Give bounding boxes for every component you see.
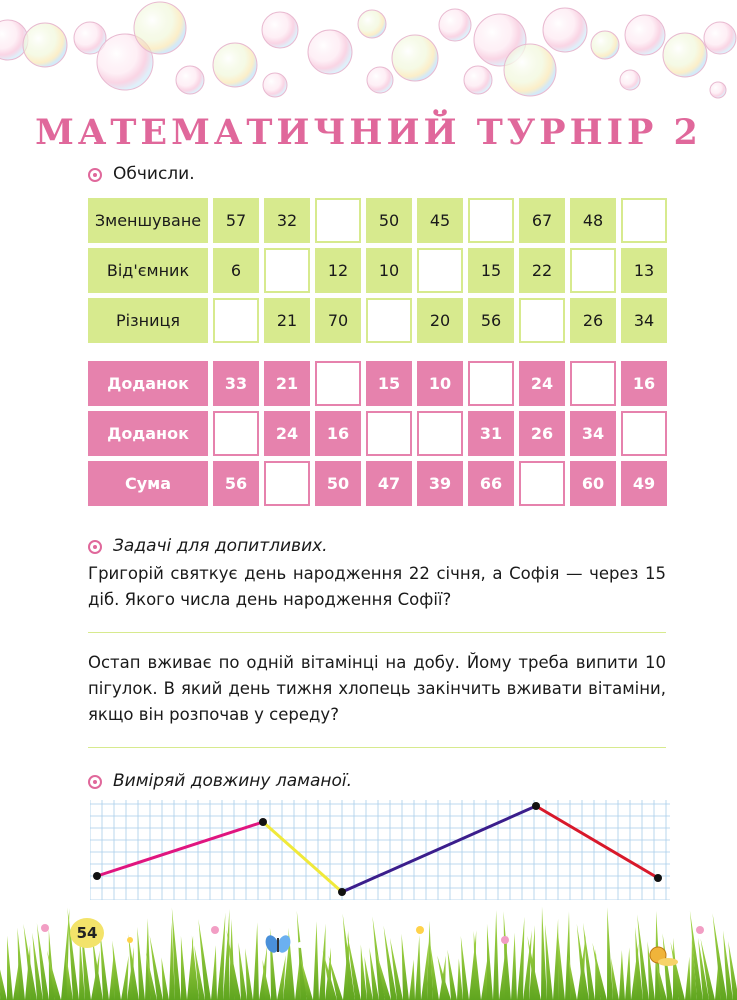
answer-cell[interactable] [519, 461, 565, 506]
value-cell: 16 [621, 361, 667, 406]
grass-decoration [0, 900, 737, 1000]
value-cell: 21 [264, 298, 310, 343]
value-cell: 66 [468, 461, 514, 506]
value-cell: 56 [213, 461, 259, 506]
answer-cell[interactable] [264, 461, 310, 506]
answer-cell[interactable] [570, 248, 616, 293]
value-cell: 10 [366, 248, 412, 293]
polyline-vertex [259, 818, 267, 826]
value-cell: 24 [519, 361, 565, 406]
value-cell: 13 [621, 248, 667, 293]
value-cell: 6 [213, 248, 259, 293]
value-cell: 15 [468, 248, 514, 293]
value-cell: 33 [213, 361, 259, 406]
answer-cell[interactable] [264, 248, 310, 293]
answer-cell[interactable] [621, 411, 667, 456]
row-label: Сума [88, 461, 208, 506]
value-cell: 24 [264, 411, 310, 456]
value-cell: 67 [519, 198, 565, 243]
answer-cell[interactable] [366, 298, 412, 343]
section3-heading: Виміряй довжину ламаної. [113, 771, 353, 791]
answer-cell[interactable] [315, 198, 361, 243]
bullet-icon [88, 168, 102, 182]
value-cell: 26 [519, 411, 565, 456]
polyline-vertex [93, 872, 101, 880]
answer-cell[interactable] [621, 198, 667, 243]
problem-1-text: Григорій святкує день народження 22 січня, а Софія — через 15 діб. Якого числа день народження Софії? [88, 564, 666, 609]
problem-2-text: Остап вживає по одній вітамінці на добу. Йому треба випити 10 пігулок. В який день тижня хлопець закінчить вживати вітаміни, якщо він розпочав у середу? [88, 653, 666, 724]
answer-cell[interactable] [315, 361, 361, 406]
value-cell: 56 [468, 298, 514, 343]
answer-cell[interactable] [519, 298, 565, 343]
section1-heading: Обчисли. [113, 164, 195, 184]
section2-heading: Задачі для допитливих. [113, 536, 328, 556]
value-cell: 48 [570, 198, 616, 243]
value-cell: 47 [366, 461, 412, 506]
value-cell: 32 [264, 198, 310, 243]
page-title: МАТЕМАТИЧНИЙ ТУРНІР 2 [35, 112, 702, 153]
addition-table [88, 361, 667, 506]
value-cell: 50 [366, 198, 412, 243]
bullet-icon [88, 540, 102, 554]
row-label: Різниця [88, 298, 208, 343]
value-cell: 57 [213, 198, 259, 243]
bullet-icon [88, 775, 102, 789]
value-cell: 21 [264, 361, 310, 406]
value-cell: 60 [570, 461, 616, 506]
value-cell: 39 [417, 461, 463, 506]
value-cell: 10 [417, 361, 463, 406]
value-cell: 22 [519, 248, 565, 293]
answer-cell[interactable] [366, 411, 412, 456]
polyline-segment-3 [342, 806, 536, 892]
polyline-grid [90, 800, 670, 900]
answer-cell[interactable] [213, 298, 259, 343]
answer-cell[interactable] [417, 248, 463, 293]
value-cell: 70 [315, 298, 361, 343]
value-cell: 34 [621, 298, 667, 343]
row-label: Від'ємник [88, 248, 208, 293]
value-cell: 26 [570, 298, 616, 343]
value-cell: 45 [417, 198, 463, 243]
bubbles-decoration [0, 0, 737, 110]
value-cell: 12 [315, 248, 361, 293]
page-number: 54 [70, 918, 104, 948]
value-cell: 49 [621, 461, 667, 506]
answer-cell[interactable] [570, 361, 616, 406]
value-cell: 31 [468, 411, 514, 456]
polyline-vertex [338, 888, 346, 896]
polyline-vertex [532, 802, 540, 810]
row-label: Доданок [88, 411, 208, 456]
answer-cell[interactable] [417, 411, 463, 456]
row-label: Доданок [88, 361, 208, 406]
row-label: Зменшуване [88, 198, 208, 243]
answer-cell[interactable] [468, 361, 514, 406]
polyline-segment-1 [97, 822, 263, 876]
polyline-vertex [654, 874, 662, 882]
polyline-segment-4 [536, 806, 658, 878]
answer-cell[interactable] [213, 411, 259, 456]
answer-line [88, 747, 666, 748]
value-cell: 16 [315, 411, 361, 456]
value-cell: 15 [366, 361, 412, 406]
answer-cell[interactable] [468, 198, 514, 243]
value-cell: 50 [315, 461, 361, 506]
value-cell: 20 [417, 298, 463, 343]
value-cell: 34 [570, 411, 616, 456]
answer-line [88, 632, 666, 633]
subtraction-table [88, 198, 667, 343]
